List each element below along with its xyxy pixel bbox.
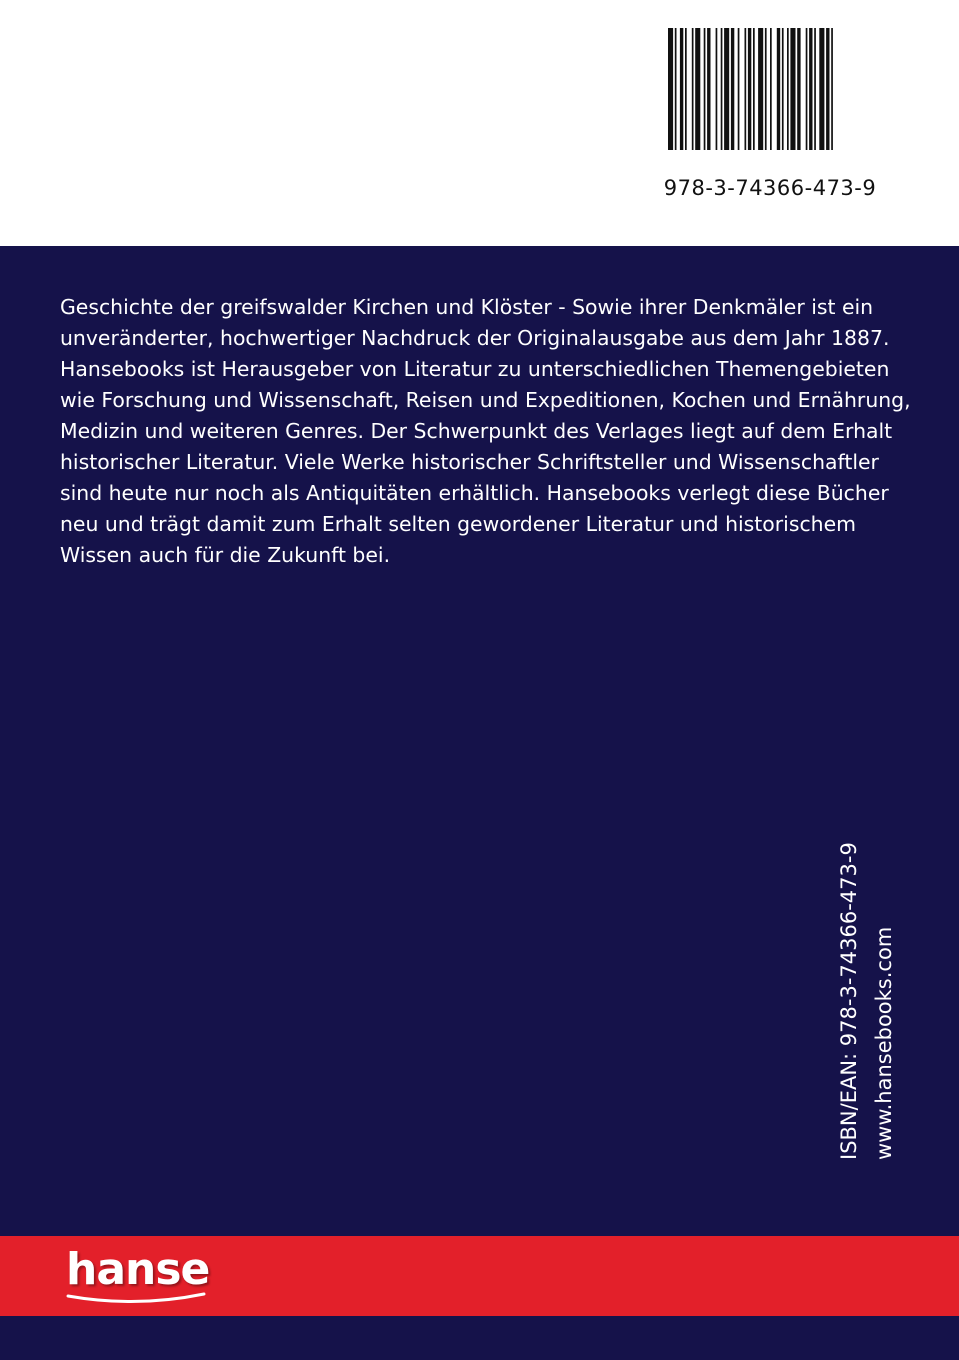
barcode-bar (765, 28, 767, 150)
barcode-bar (782, 28, 784, 150)
barcode-bar (809, 28, 812, 150)
barcode-bar (721, 28, 723, 150)
logo-swoosh-icon (66, 1292, 206, 1306)
barcode-bar (777, 28, 780, 150)
book-description (60, 292, 920, 571)
barcode-bar (695, 28, 700, 150)
barcode-bars (668, 28, 874, 178)
barcode-bar (831, 28, 833, 150)
website-link[interactable]: www.hansebooks.com (872, 926, 896, 1160)
barcode-bar (668, 28, 673, 150)
barcode-bar (758, 28, 763, 150)
barcode-bar (819, 28, 824, 150)
barcode-bar (748, 28, 751, 150)
logo-text: hanse (66, 1244, 210, 1295)
publisher-band (0, 1236, 959, 1316)
barcode-bar (707, 28, 710, 150)
barcode-bar (680, 28, 683, 150)
barcode-number: 978-3-74366-473-9 (663, 176, 877, 200)
barcode-bar (797, 28, 800, 150)
barcode-bar (826, 28, 829, 150)
barcode-bar (731, 28, 734, 150)
description-paragraph-1: Geschichte der greifswalder Kirchen und Klöster - Sowie ihrer Denkmäler ist ein unveränderter, hochwertiger Nachdruck der Originalausgabe aus dem Jahr 1887. (60, 295, 890, 350)
isbn-label: ISBN/EAN: 978-3-74366-473-9 (837, 842, 861, 1160)
barcode-bar (787, 28, 789, 150)
isbn-website-vertical (832, 820, 902, 1160)
barcode-bar (704, 28, 706, 150)
barcode-bar (814, 28, 816, 150)
barcode-bar (675, 28, 677, 150)
barcode-bar (724, 28, 729, 150)
barcode-bar (790, 28, 795, 150)
barcode-bar (806, 28, 808, 150)
isbn-barcode (660, 24, 880, 200)
barcode-bar (685, 28, 687, 150)
barcode-bar (692, 28, 694, 150)
barcode-bar (738, 28, 740, 150)
barcode-bar (745, 28, 747, 150)
barcode-bar (753, 28, 755, 150)
hanse-logo (66, 1244, 216, 1308)
barcode-bar (770, 28, 772, 150)
barcode-area (0, 0, 959, 246)
description-paragraph-2: Hansebooks ist Herausgeber von Literatur zu unterschiedlichen Themengebieten wie Forschung und Wissenschaft, Reisen und Expeditionen, Kochen und Ernährung, Medizin und weiteren Genres. Der Schwerpunkt des Verlages liegt auf dem Erhalt historischer Literatur. Viele Werke historischer Schriftsteller und Wissenschaftler sind heute nur noch als Antiquitäten erhältlich. Hansebooks verlegt diese Bücher neu und trägt damit zum Erhalt selten gewordener Literatur und historischem Wissen auch für die Zukunft bei. (60, 357, 911, 567)
barcode-bar (716, 28, 718, 150)
